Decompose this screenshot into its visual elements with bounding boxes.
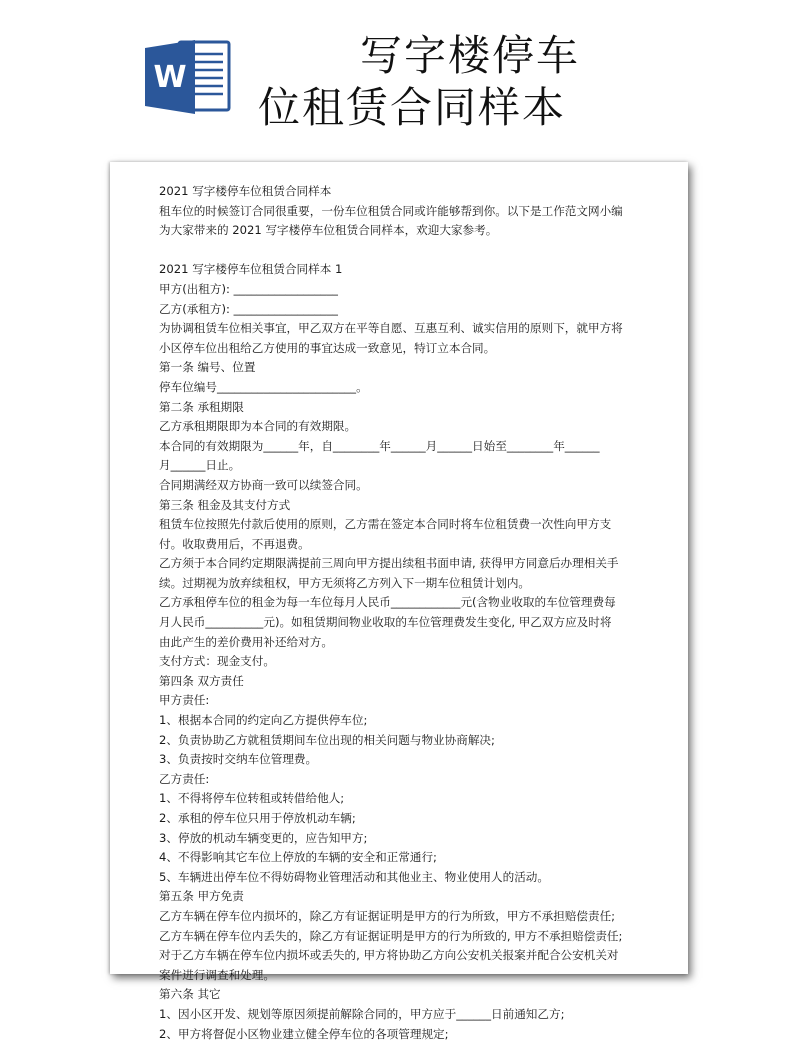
document-line: 月人民币__________元)。如租赁期间物业收取的车位管理费发生变化, 甲乙双方应及时将 bbox=[159, 615, 612, 630]
document-line: 由此产生的差价费用补还给对方。 bbox=[159, 634, 333, 649]
document-line: 2021 写字楼停车位租赁合同样本 1 bbox=[159, 262, 343, 277]
document-line: 2、负责协助乙方就租赁期间车位出现的相关问题与物业协商解决; bbox=[159, 732, 495, 747]
document-line: 乙方(承租方): __________________ bbox=[159, 301, 338, 316]
svg-text:W: W bbox=[153, 60, 187, 95]
header bbox=[0, 0, 800, 160]
document-line: 案件进行调查和处理。 bbox=[159, 967, 275, 982]
document-line: 对于乙方车辆在停车位内损坏或丢失的, 甲方将协助乙方向公安机关报案并配合公安机关对 bbox=[159, 948, 619, 963]
document-line: 2021 写字楼停车位租赁合同样本 bbox=[159, 184, 332, 198]
document-line: 1、因小区开发、规划等原因须提前解除合同的，甲方应于______日前通知乙方; bbox=[159, 1006, 565, 1021]
document-line: 3、负责按时交纳车位管理费。 bbox=[159, 752, 318, 767]
document-line: 3、停放的机动车辆变更的，应告知甲方; bbox=[159, 830, 368, 845]
document-line: 第三条 租金及其支付方式 bbox=[159, 497, 291, 512]
document-line: 为大家带来的 2021 写字楼停车位租赁合同样本，欢迎大家参考。 bbox=[159, 223, 498, 238]
document-line: 乙方车辆在停车位内丢失的，除乙方有证据证明是甲方的行为所致的, 甲方不承担赔偿责任; bbox=[159, 928, 623, 943]
document-body bbox=[159, 182, 654, 1044]
document-line: 2、承租的停车位只用于停放机动车辆; bbox=[159, 811, 356, 825]
document-line: 支付方式：现金支付。 bbox=[159, 654, 275, 669]
document-line: 2、甲方将督促小区物业建立健全停车位的各项管理规定; bbox=[159, 1026, 449, 1041]
document-line: 为协调租赁车位相关事宜，甲乙双方在平等自愿、互惠互利、诚实信用的原则下，就甲方将 bbox=[159, 321, 623, 336]
document-line: 第四条 双方责任 bbox=[159, 673, 244, 688]
document-line: 第二条 承租期限 bbox=[159, 399, 244, 414]
document-line: 甲方责任: bbox=[159, 693, 210, 708]
document-line: 1、不得将停车位转租或转借给他人; bbox=[159, 791, 345, 806]
document-line: 1、根据本合同的约定向乙方提供停车位; bbox=[159, 713, 368, 728]
document-line: 4、不得影响其它车位上停放的车辆的安全和正常通行; bbox=[159, 850, 437, 865]
document-page bbox=[110, 162, 688, 1041]
document-line: 乙方须于本合同约定期限满提前三周向甲方提出续租书面申请, 获得甲方同意后办理相关手 bbox=[159, 556, 619, 571]
document-line: 小区停车位出租给乙方使用的事宜达成一致意见，特订立本合同。 bbox=[159, 340, 496, 355]
document-line: 续。过期视为放弃续租权，甲方无须将乙方列入下一期车位租赁计划内。 bbox=[159, 575, 531, 590]
document-line: 付。收取费用后，不再退费。 bbox=[159, 536, 310, 551]
word-document-icon bbox=[143, 36, 237, 118]
document-line: 租赁车位按照先付款后使用的原则，乙方需在签定本合同时将车位租赁费一次性向甲方支 bbox=[159, 517, 612, 532]
document-line: 乙方承租停车位的租金为每一车位每月人民币____________元(含物业收取的车位管理费每 bbox=[159, 595, 616, 610]
document-line: 第六条 其它 bbox=[159, 987, 221, 1002]
document-line: 合同期满经双方协商一致可以续签合同。 bbox=[159, 477, 368, 492]
document-line: 甲方(出租方): __________________ bbox=[159, 281, 338, 296]
document-line: 5、车辆进出停车位不得妨碍物业管理活动和其他业主、物业使用人的活动。 bbox=[159, 869, 549, 884]
document-line: 租车位的时候签订合同很重要，一份车位租赁合同或许能够帮到你。以下是工作范文网小编 bbox=[159, 203, 623, 218]
page-title-line-1: 写字楼停车 bbox=[360, 31, 581, 80]
document-line bbox=[159, 241, 654, 261]
document-line: 停车位编号________________________。 bbox=[159, 379, 368, 394]
document-line: 月______日止。 bbox=[159, 458, 241, 473]
document-line: 乙方承租期限即为本合同的有效期限。 bbox=[159, 419, 357, 434]
document-line: 本合同的有效期限为______年，自________年______月______日始至________年______ bbox=[159, 438, 600, 453]
document-line: 乙方责任: bbox=[159, 771, 210, 786]
document-line: 第五条 甲方免责 bbox=[159, 889, 244, 904]
document-line: 第一条 编号、位置 bbox=[159, 360, 256, 375]
document-line: 乙方车辆在停车位内损坏的，除乙方有证据证明是甲方的行为所致，甲方不承担赔偿责任; bbox=[159, 908, 616, 923]
page-title-line-2: 位租赁合同样本 bbox=[258, 83, 567, 132]
